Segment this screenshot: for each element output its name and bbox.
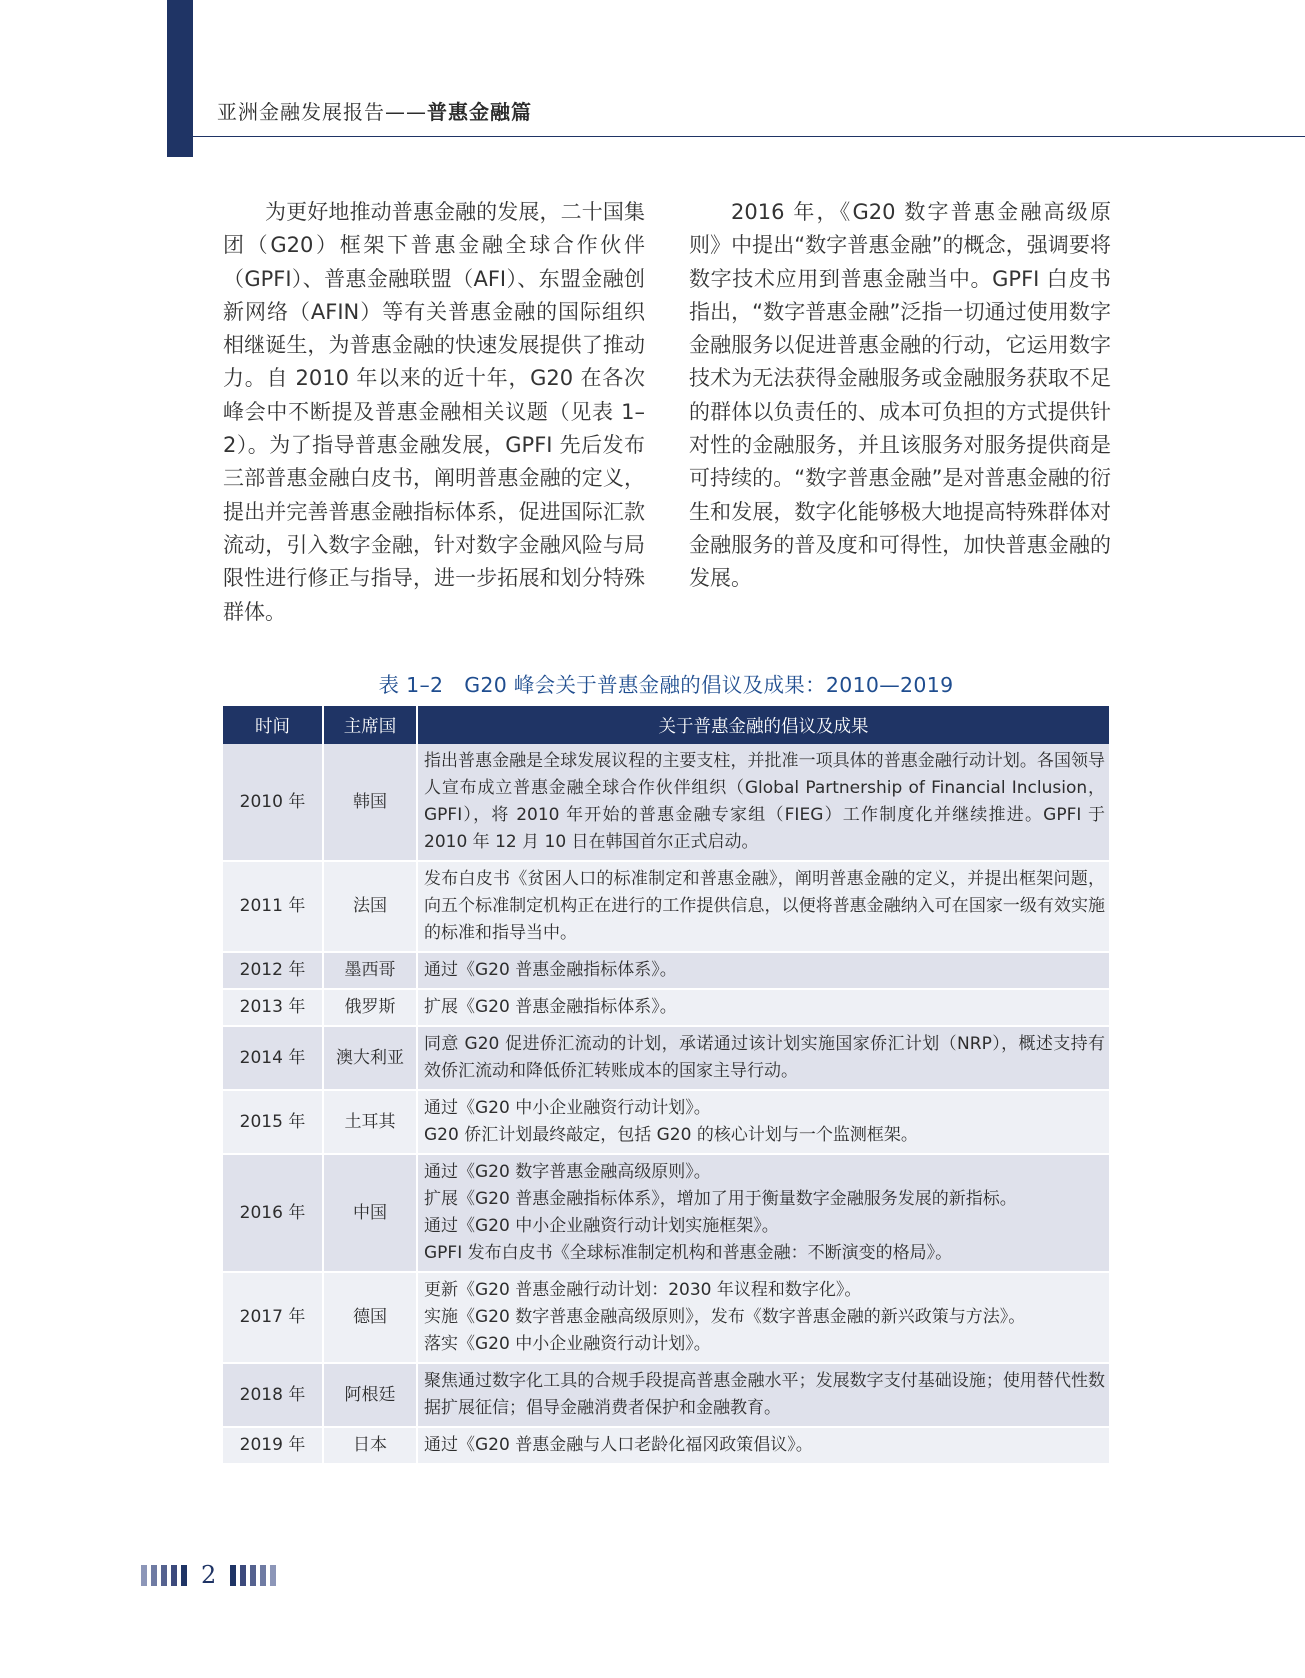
table-caption: 表 1–2 G20 峰会关于普惠金融的倡议及成果：2010—2019 [378,673,954,697]
footer-stripe [181,1565,187,1586]
row-year: 2015 年 [223,1090,323,1154]
row-host: 中国 [323,1154,417,1272]
row-outcomes [417,744,1109,861]
left-column [223,196,645,629]
table-row [223,1427,1109,1464]
row-year: 2012 年 [223,952,323,989]
header-host: 主席国 [323,706,417,744]
outcome-line: 发布白皮书《贫困人口的标准制定和普惠金融》，阐明普惠金融的定义，并提出框架问题，向五个标准制定机构正在进行的工作提供信息，以便将普惠金融纳入可在国家一级有效实施的标准和指导当中。 [424,869,1105,943]
outcome-line: 落实《G20 中小企业融资行动计划》。 [424,1334,711,1354]
footer-stripe [260,1565,266,1586]
row-host: 韩国 [323,744,417,861]
row-outcomes [417,952,1109,989]
page-number: 2 [201,1561,217,1589]
table-row [223,1272,1109,1363]
outcome-line: 通过《G20 中小企业融资行动计划》。 [424,1098,711,1118]
outcome-line: 通过《G20 数字普惠金融高级原则》。 [424,1162,711,1182]
footer-stripes-right [230,1565,276,1586]
outcome-line: GPFI 发布白皮书《全球标准制定机构和普惠金融：不断演变的格局》。 [424,1243,953,1263]
footer-stripe [151,1565,157,1586]
row-year: 2016 年 [223,1154,323,1272]
outcome-line: 扩展《G20 普惠金融指标体系》。 [424,997,677,1017]
outcome-line: 更新《G20 普惠金融行动计划：2030 年议程和数字化》。 [424,1280,862,1300]
footer-stripes-left [141,1565,187,1586]
footer-stripe [250,1565,256,1586]
row-year: 2013 年 [223,989,323,1026]
footer-stripe [141,1565,147,1586]
row-host: 澳大利亚 [323,1026,417,1090]
row-outcomes [417,1090,1109,1154]
table-header-row [223,706,1109,744]
table-row [223,952,1109,989]
table-body [223,744,1109,1464]
right-column [689,196,1111,596]
row-host: 法国 [323,861,417,952]
outcome-line: 聚焦通过数字化工具的合规手段提高普惠金融水平；发展数字支付基础设施；使用替代性数据扩展征信；倡导金融消费者保护和金融教育。 [424,1371,1105,1418]
running-header [217,96,532,125]
row-year: 2011 年 [223,861,323,952]
footer-stripe [171,1565,177,1586]
outcome-line: G20 侨汇计划最终敲定，包括 G20 的核心计划与一个监测框架。 [424,1125,918,1145]
outcome-line: 扩展《G20 普惠金融指标体系》，增加了用于衡量数字金融服务发展的新指标。 [424,1189,1017,1209]
header-title-bold: 普惠金融篇 [427,100,532,124]
outcome-line: 通过《G20 中小企业融资行动计划实施框架》。 [424,1216,779,1236]
row-year: 2019 年 [223,1427,323,1464]
outcome-line: 通过《G20 普惠金融与人口老龄化福冈政策倡议》。 [424,1435,813,1455]
left-paragraph: 为更好地推动普惠金融的发展，二十国集团（G20）框架下普惠金融全球合作伙伴（GPFI）、普惠金融联盟（AFI）、东盟金融创新网络（AFIN）等有关普惠金融的国际组织相继诞生，为普惠金融的快速发展提供了推动力。自 2010 年以来的近十年，G20 在各次峰会中不断提及普惠金融相关议题（见表 1–2）。为了指导普惠金融发展，GPFI 先后发布三部普惠金融白皮书，阐明普惠金融的定义，提出并完善普惠金融指标体系，促进国际汇款流动，引入数字金融，针对数字金融风险与局限性进行修正与指导，进一步拓展和划分特殊群体。 [223,200,645,624]
footer-stripe [161,1565,167,1586]
table-row [223,744,1109,861]
row-outcomes [417,1272,1109,1363]
row-outcomes [417,1363,1109,1427]
row-outcomes [417,1427,1109,1464]
row-year: 2018 年 [223,1363,323,1427]
row-outcomes [417,1026,1109,1090]
row-host: 土耳其 [323,1090,417,1154]
row-host: 墨西哥 [323,952,417,989]
row-host: 德国 [323,1272,417,1363]
header-title-prefix: 亚洲金融发展报告—— [217,100,427,124]
outcome-line: 指出普惠金融是全球发展议程的主要支柱，并批准一项具体的普惠金融行动计划。各国领导人宣布成立普惠金融全球合作伙伴组织（Global Partnership of Financial Inclusion，GPFI），将 2010 年开始的普惠金融专家组（FIEG）工作制度化并继续推进。GPFI 于 2010 年 12 月 10 日在韩国首尔正式启动。 [424,751,1105,852]
row-outcomes [417,861,1109,952]
table-row [223,989,1109,1026]
table-row [223,1363,1109,1427]
right-paragraph: 2016 年，《G20 数字普惠金融高级原则》中提出“数字普惠金融”的概念，强调要将数字技术应用到普惠金融当中。GPFI 白皮书指出，“数字普惠金融”泛指一切通过使用数字金融服务以促进普惠金融的行动，它运用数字技术为无法获得金融服务或金融服务获取不足的群体以负责任的、成本可负担的方式提供针对性的金融服务，并且该服务对服务提供商是可持续的。“数字普惠金融”是对普惠金融的衍生和发展，数字化能够极大地提高特殊群体对金融服务的普及度和可得性，加快普惠金融的发展。 [689,200,1111,591]
row-outcomes [417,1154,1109,1272]
row-year: 2010 年 [223,744,323,861]
header-accent-bar [167,0,193,157]
row-year: 2014 年 [223,1026,323,1090]
page-footer [141,1560,276,1590]
row-host: 日本 [323,1427,417,1464]
header-rule [193,136,1305,137]
row-host: 俄罗斯 [323,989,417,1026]
row-year: 2017 年 [223,1272,323,1363]
row-host: 阿根廷 [323,1363,417,1427]
g20-summit-table [223,706,1109,1465]
header-outcomes: 关于普惠金融的倡议及成果 [417,706,1109,744]
header-year: 时间 [223,706,323,744]
outcome-line: 同意 G20 促进侨汇流动的计划，承诺通过该计划实施国家侨汇计划（NRP），概述支持有效侨汇流动和降低侨汇转账成本的国家主导行动。 [424,1034,1105,1081]
footer-stripe [230,1565,236,1586]
table-row [223,1026,1109,1090]
table-row [223,861,1109,952]
footer-stripe [240,1565,246,1586]
table-row [223,1090,1109,1154]
outcome-line: 实施《G20 数字普惠金融高级原则》，发布《数字普惠金融的新兴政策与方法》。 [424,1307,1026,1327]
footer-stripe [270,1565,276,1586]
table-row [223,1154,1109,1272]
outcome-line: 通过《G20 普惠金融指标体系》。 [424,960,677,980]
row-outcomes [417,989,1109,1026]
